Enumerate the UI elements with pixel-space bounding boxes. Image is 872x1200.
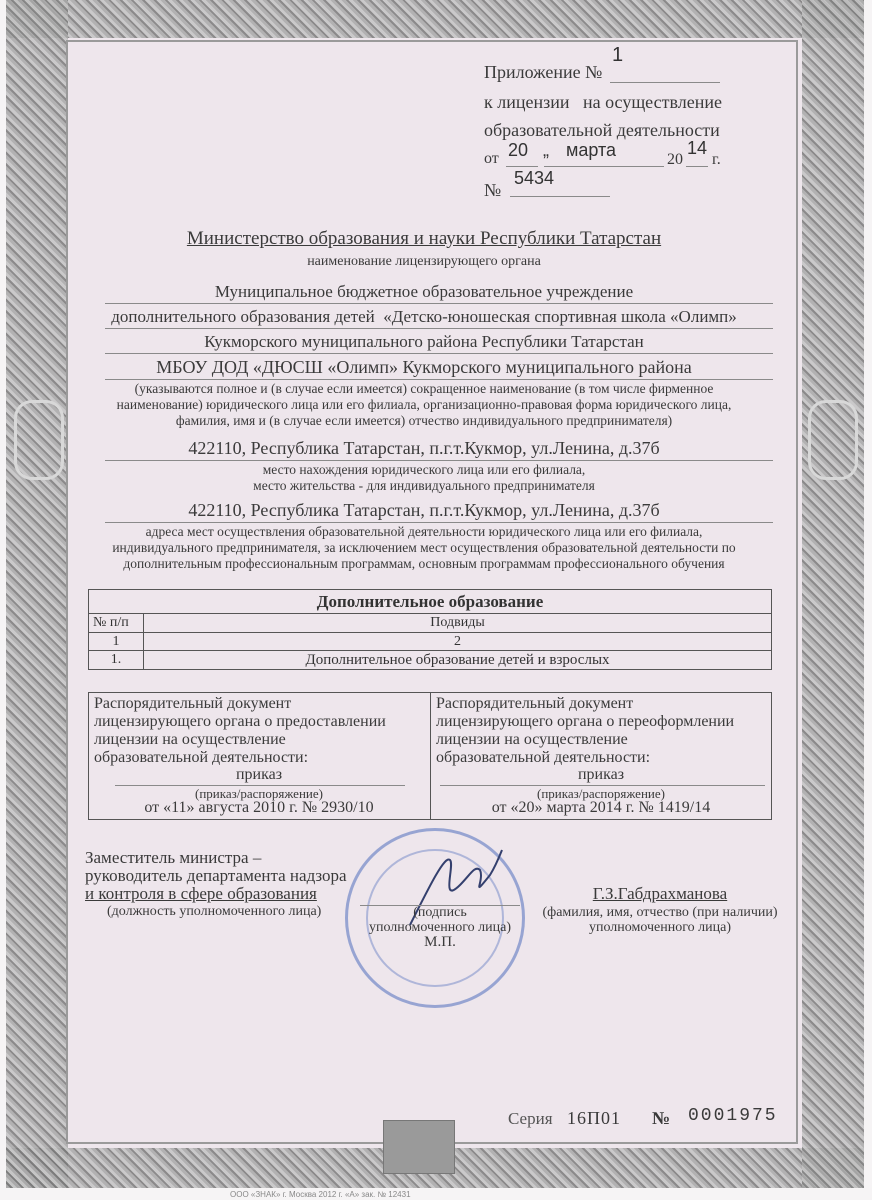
rule <box>105 460 773 461</box>
left-doc-text-1: Распорядительный документ <box>94 695 292 712</box>
appendix-number-line <box>610 82 720 83</box>
date-month-line <box>544 166 664 167</box>
column-header-number: № п/п <box>89 614 144 633</box>
right-doc-type: приказ <box>577 766 625 783</box>
table-title-row <box>89 590 772 614</box>
rule <box>105 303 773 304</box>
activity-caption-2: индивидуального предпринимателя, за исключением мест осуществления образовательной деятельности по <box>112 540 736 555</box>
licensee-short-name: МБОУ ДОД «ДЮСШ «Олимп» Кукморского муниципального района <box>156 357 692 377</box>
signer-position-1: Заместитель министра – <box>85 848 262 867</box>
licensee-line-1: Муниципальное бюджетное образовательное учреждение <box>214 282 634 301</box>
authority-name: Министерство образования и науки Республики Татарстан <box>186 228 662 249</box>
appendix-line-2: образовательной деятельности <box>484 120 720 140</box>
date-day-line <box>506 166 538 167</box>
license-number: 5434 <box>514 168 555 188</box>
series-value: 16П01 <box>567 1108 621 1128</box>
licensee-line-2: дополнительного образования детей «Детско-юношеская спортивная школа «Олимп» <box>111 307 737 326</box>
serial-number-label: № <box>652 1108 671 1128</box>
activity-address: 422110, Республика Татарстан, п.г.т.Кукмор, ул.Ленина, д.37б <box>188 500 660 520</box>
education-table <box>88 589 772 670</box>
license-number-label: № <box>484 180 502 200</box>
location-caption-1: место нахождения юридического лица или его филиала, <box>262 462 586 477</box>
ornamental-border-top <box>6 0 864 38</box>
serial-number: 0001975 <box>688 1106 778 1126</box>
series-label: Серия <box>508 1109 553 1128</box>
table-index-row <box>89 633 772 651</box>
rule <box>105 379 773 380</box>
licensee-caption-1: (указываются полное и (в случае если имеется) сокращенное наименование (в том числе фирменное <box>134 381 714 396</box>
right-doc-date: от «20» марта 2014 г. № 1419/14 <box>491 799 711 816</box>
appendix-number: 1 <box>612 44 624 66</box>
printer-imprint: ООО «ЗНАК» г. Москва 2012 г. «А» зак. № 12431 <box>230 1190 411 1199</box>
knot-ornament-left <box>14 400 64 480</box>
documents-divider <box>430 692 431 820</box>
table-row <box>89 651 772 670</box>
date-quote: „ <box>543 140 549 160</box>
location-caption-2: место жительства - для индивидуального предпринимателя <box>253 478 595 493</box>
signer-position-2: руководитель департамента надзора <box>85 866 347 885</box>
row-subtype: Дополнительное образование детей и взрослых <box>144 651 772 670</box>
date-month: марта <box>566 140 617 160</box>
date-year-unit: г. <box>712 151 721 168</box>
date-year-line <box>686 166 708 167</box>
index-cell: 2 <box>144 633 772 651</box>
ornamental-border-left <box>6 0 68 1188</box>
sign-caption-1: (подпись <box>413 905 467 920</box>
left-doc-type: приказ <box>235 766 283 783</box>
licensee-caption-2: наименование) юридического лица или его филиала, организационно-правовая форма юридического лица, <box>116 397 732 412</box>
right-doc-text-1: Распорядительный документ <box>436 695 634 712</box>
left-doc-text-2: лицензирующего органа о предоставлении <box>94 713 386 730</box>
signer-name: Г.З.Габдрахманова <box>592 884 728 903</box>
appendix-line-1: к лицензии на осуществление <box>484 92 722 112</box>
license-number-line <box>510 196 610 197</box>
date-year-prefix: 20 <box>667 151 683 168</box>
left-doc-type-caption: (приказ/распоряжение) <box>195 786 323 801</box>
hologram-patch <box>383 1120 455 1174</box>
signer-position-3: и контроля в сфере образования <box>85 884 317 903</box>
appendix-label: Приложение № <box>484 62 603 82</box>
activity-caption-1: адреса мест осуществления образовательной деятельности юридического лица или его филиала, <box>145 524 703 539</box>
authority-caption: наименование лицензирующего органа <box>307 254 541 269</box>
column-header-subtypes: Подвиды <box>144 614 772 633</box>
right-doc-text-4: образовательной деятельности: <box>436 749 651 766</box>
index-cell: 1 <box>89 633 144 651</box>
sign-caption-2: уполномоченного лица) <box>369 920 511 935</box>
right-doc-text-2: лицензирующего органа о переоформлении <box>436 713 735 730</box>
date-year-suffix: 14 <box>687 138 708 158</box>
right-doc-type-caption: (приказ/распоряжение) <box>537 786 665 801</box>
licensee-line-3: Кукморского муниципального района Республики Татарстан <box>204 332 644 351</box>
ornamental-border-right <box>802 0 864 1188</box>
name-caption-2: уполномоченного лица) <box>589 920 731 935</box>
table-header-row <box>89 614 772 633</box>
seal-label: М.П. <box>424 934 456 950</box>
licensee-caption-3: фамилия, имя и (в случае если имеется) отчество индивидуального предпринимателя) <box>175 413 673 428</box>
right-doc-text-3: лицензии на осуществление <box>436 731 628 748</box>
position-caption: (должность уполномоченного лица) <box>107 904 322 919</box>
left-doc-text-3: лицензии на осуществление <box>94 731 286 748</box>
row-number: 1. <box>89 651 144 670</box>
table-title: Дополнительное образование <box>89 590 772 614</box>
location-address: 422110, Республика Татарстан, п.г.т.Кукмор, ул.Ленина, д.37б <box>188 438 660 458</box>
rule <box>105 353 773 354</box>
rule <box>105 522 773 523</box>
name-caption-1: (фамилия, имя, отчество (при наличии) <box>542 905 778 920</box>
date-day: 20 <box>508 140 529 160</box>
activity-caption-3: дополнительным профессиональным программам, основным программам профессионального обучения <box>123 556 725 571</box>
date-prefix: от <box>484 150 499 167</box>
left-doc-date: от «11» августа 2010 г. № 2930/10 <box>144 799 374 816</box>
left-doc-text-4: образовательной деятельности: <box>94 749 309 766</box>
rule <box>105 328 773 329</box>
knot-ornament-right <box>808 400 858 480</box>
